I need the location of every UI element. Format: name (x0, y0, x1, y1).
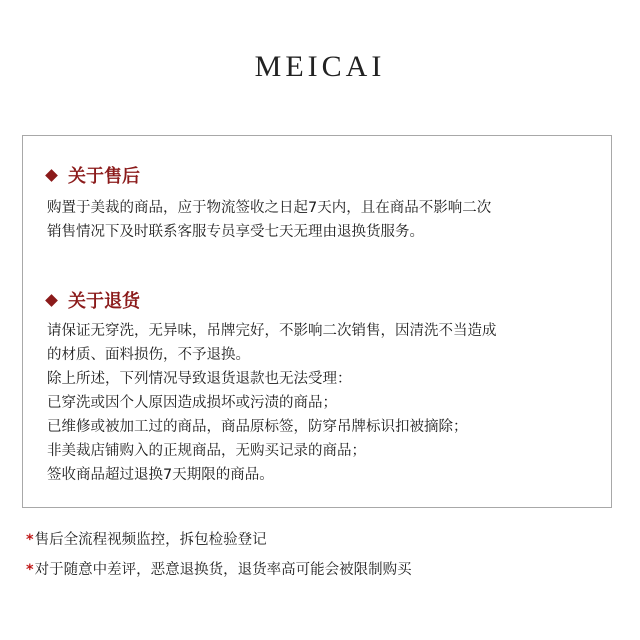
asterisk-marker: * (26, 532, 34, 548)
text-line: 非美裁店铺购入的正规商品，无购买记录的商品； (47, 443, 366, 459)
diamond-bullet-icon (45, 294, 58, 307)
returns-text (47, 319, 592, 487)
policy-card (22, 135, 612, 508)
after-sales-heading (45, 162, 140, 188)
note-video-monitoring (26, 528, 267, 549)
text-line: 请保证无穿洗，无异味，吊牌完好，不影响二次销售，因清洗不当造成 (47, 323, 497, 339)
note-text: 对于随意中差评，恶意退换货，退货率高可能会被限制购买 (34, 562, 412, 578)
text-line: 签收商品超过退换7天期限的商品。 (47, 467, 274, 483)
text-line: 已维修或被加工过的商品，商品原标签，防穿吊牌标识扣被摘除； (47, 419, 468, 435)
after-sales-title: 关于售后 (68, 166, 140, 187)
diamond-bullet-icon (45, 169, 58, 182)
asterisk-marker: * (26, 562, 34, 578)
text-line: 购置于美裁的商品，应于物流签收之日起7天内，且在商品不影响二次 (47, 200, 492, 216)
text-line: 销售情况下及时联系客服专员享受七天无理由退换货服务。 (47, 224, 424, 240)
returns-heading (45, 287, 140, 313)
text-line: 的材质、面料损伤，不予退换。 (47, 347, 250, 363)
brand-logo-text: MEICAI (254, 50, 386, 83)
note-purchase-restriction (26, 558, 412, 579)
returns-title: 关于退货 (68, 291, 140, 312)
text-line: 已穿洗或因个人原因造成损坏或污渍的商品； (47, 395, 337, 411)
note-text: 售后全流程视频监控，拆包检验登记 (34, 532, 267, 548)
text-line: 除上所述，下列情况导致退货退款也无法受理： (47, 371, 352, 387)
after-sales-text (47, 196, 592, 244)
